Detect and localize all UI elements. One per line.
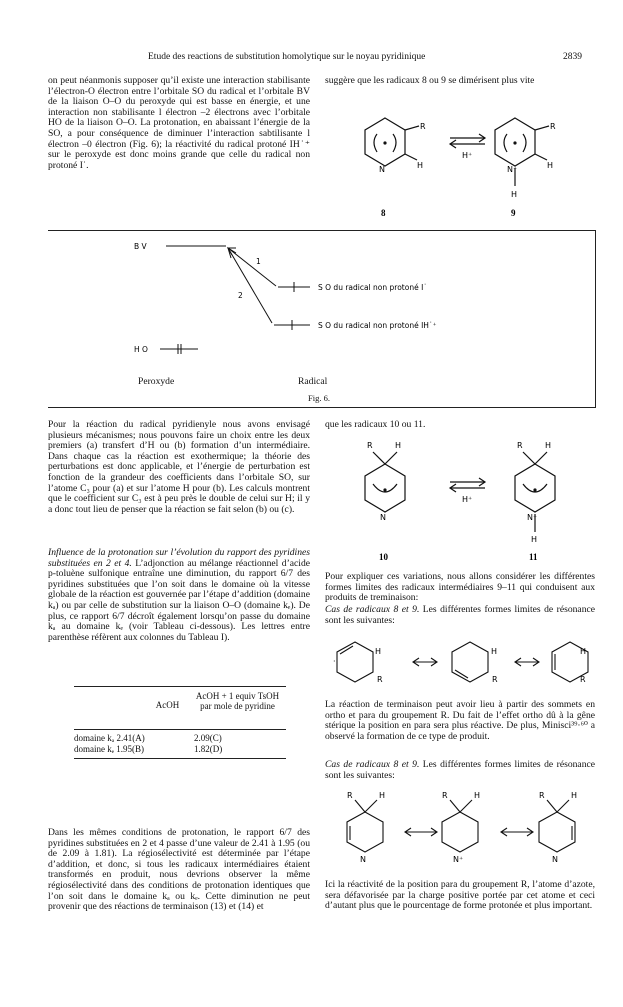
table-col-tsoh: AcOH + 1 equiv TsOH par mole de pyridine [195, 691, 280, 711]
table-col-acoh: AcOH [155, 700, 180, 710]
svg-text:H: H [417, 161, 424, 170]
bv-label: B V [134, 242, 147, 251]
compound-label-9: 9 [511, 208, 516, 218]
svg-text:H: H [511, 190, 518, 199]
resonance-forms-2 [325, 790, 595, 872]
paragraph-right-7: Ici la réactivité de la position para du groupement R, l’atome d’azote, sera défavorisée par la charge positive portée par cet atome et ceci d’autant plus que le pourcentage de forme protonée et plus important. [325, 879, 595, 912]
svg-text:H: H [375, 647, 382, 656]
svg-text:H: H [547, 161, 554, 170]
paragraph-left-3: Influence de la protonation sur l’évolution du rapport des pyridines substituées en 2 et 4. L’adjonction au mélange réactionnel d’acide p-toluène sulfonique entraîne une diminution, du rapport 6/7 des pyridines substituées que l’on soit dans le domaine où la vitesse globale de la réaction est gouvernée par l’étape d’addition (domaine kₐ) ou par celle de substitution sur la liaison O–O (domaine kₑ). De plus, ce rapport 6/7 décroît également lorsqu’on passe du domaine kₐ au domaine kₑ (voir Tableau ci-dessous). Les lettres entre parenthèse réfèrent aux colonnes du Tableau I). [48, 547, 311, 643]
svg-text:H: H [379, 791, 386, 800]
compound-label-11: 11 [529, 552, 538, 562]
paragraph-left-2: Pour la réaction du radical pyridienyle nous avons envisagé plusieurs mécanismes; nous pouvons faire un choix entre les deux premiers (a) transfert d’H ou (b) formation d’un intermédiaire. Dans chaque cas la réaction est exothermique; la théorie des perturbations est donc applicable, et l’énergie de perturbation est fonction de la grandeur des coefficients dans l’orbitale SO, sur l’atome C₃ pour (a) et sur l’atome H pour (b). Les calculs montrent que le coefficient sur C₃ est à peu près le double de celui sur H; il y a donc tout lieu de penser que la réaction se fait selon (b) ou (c). [48, 419, 310, 515]
table-row: domaine kₑ 1.95(B) 1.82(D) [74, 744, 223, 754]
svg-text:N: N [379, 165, 385, 174]
svg-text:H: H [531, 535, 538, 544]
svg-text:1: 1 [256, 257, 261, 266]
svg-text:2: 2 [238, 291, 243, 300]
svg-text:R: R [367, 441, 373, 450]
peroxyde-label: Peroxyde [138, 376, 175, 387]
svg-text:R: R [347, 791, 353, 800]
paragraph-right-6: Cas de radicaux 8 et 9. Les différentes formes limites de résonance sont les suivantes: [325, 759, 596, 781]
svg-text:H: H [491, 647, 498, 656]
paragraph-right-3: Pour expliquer ces variations, nous allons considérer les différentes formes limites des radicaux intermédiaires 9–11 qui conduisent aux produits de treminaison: [325, 571, 595, 604]
compound-label-10: 10 [379, 552, 388, 562]
svg-text:N⁺: N⁺ [453, 855, 464, 864]
figure-6-diagram [48, 232, 596, 370]
table-row: domaine kₐ 2.41(A) 2.09(C) [74, 733, 222, 743]
svg-text:R: R [442, 791, 448, 800]
radical-label: Radical [298, 376, 328, 387]
svg-text:N: N [360, 855, 366, 864]
paragraph-right-1: suggère que les radicaux 8 ou 9 se dimérisent plus vite [325, 75, 535, 86]
paragraph-left-4: Dans les mêmes conditions de protonation, le rapport 6/7 des pyridines substituées en 2 et 4 passe d’une valeur de 2.41 à 1.95 (ou de 2.09 à 1.81). La régiosélectivité est déterminée par l’étape d’addition, et donc, si tous les radicaux intermédiaires étaient transformés en produit, nous devrions observer la même régiosélectivité dans des conditions de protonation identiques que l’on soit dans le domaine kₐ ou kₑ. Cette diminution ne peut provenir que des réactions de terminaison (13) et (14) et [48, 827, 310, 913]
figure-bottom-rule [48, 407, 596, 408]
compound-label-8: 8 [381, 208, 386, 218]
running-title: Etude des reactions de substitution homolytique sur le noyau pyridinique [148, 52, 426, 62]
paragraph-left-1: on peut néanmonis supposer qu’il existe une interaction stabilisante l’électron-O électron entre l’orbitale SO du radical et l’orbitale BV de la liaison O–O du peroxyde qui est basse en énergie, et une interaction non stabilisante l électron –2 électrons avec l’orbitale HO de la liaison O–O. La protonation, en abaissant l’énergie de la SO, a pour conséquence de diminuer l’interaction sabtilisante l électron –0 électron (Fig. 6); la réactivité du radical protoné IH˙⁺ sur le peroxyde est donc moins grande que celle du radical non protoné I˙. [48, 75, 310, 171]
svg-text:R: R [517, 441, 523, 450]
so-unprotonated-label: S O du radical non protoné I˙ [318, 283, 428, 292]
svg-text:H: H [474, 791, 481, 800]
substituent-r: R [420, 122, 426, 131]
svg-text:R: R [377, 675, 383, 684]
paragraph-right-4: Cas de radicaux 8 et 9. Les différentes formes limites de résonance sont les suivantes: [325, 604, 596, 626]
table-body [74, 733, 286, 755]
svg-text:H: H [580, 647, 587, 656]
svg-text:H: H [571, 791, 578, 800]
svg-text:N: N [380, 513, 386, 522]
radical-structures-10-11 [325, 434, 595, 564]
ho-label: H O [134, 345, 148, 354]
svg-text:R: R [492, 675, 498, 684]
svg-text:H⁺: H⁺ [462, 495, 473, 504]
svg-text:R: R [539, 791, 545, 800]
svg-text:R: R [550, 122, 556, 131]
radical-structures-8-9 [325, 96, 595, 226]
resonance-forms-1 [325, 630, 595, 694]
svg-text:H: H [545, 441, 552, 450]
ratio-table [74, 690, 286, 712]
svg-text:·: · [333, 657, 336, 666]
svg-text:N⁺: N⁺ [527, 513, 538, 522]
svg-text:N: N [552, 855, 558, 864]
figure-caption: Fig. 6. [308, 393, 330, 403]
svg-text:N⁺: N⁺ [507, 165, 518, 174]
so-protonated-label: S O du radical non protoné IH˙⁺ [318, 321, 437, 330]
paragraph-right-2: que les radicaux 10 ou 11. [325, 419, 426, 430]
paragraph-right-5: La réaction de terminaison peut avoir lieu à partir des sommets en ortho et para du groupement R. Du fait de l’effet ortho dû à la gêne stérique la position en para sera plus réactive. De plus, Minisci³⁹·⁶⁰ a observé la formation de ce type de produit. [325, 699, 595, 742]
figure-top-rule [48, 230, 596, 231]
page-number: 2839 [563, 52, 582, 62]
svg-text:H: H [395, 441, 402, 450]
svg-text:R: R [580, 675, 586, 684]
proton-label: H⁺ [462, 151, 473, 160]
